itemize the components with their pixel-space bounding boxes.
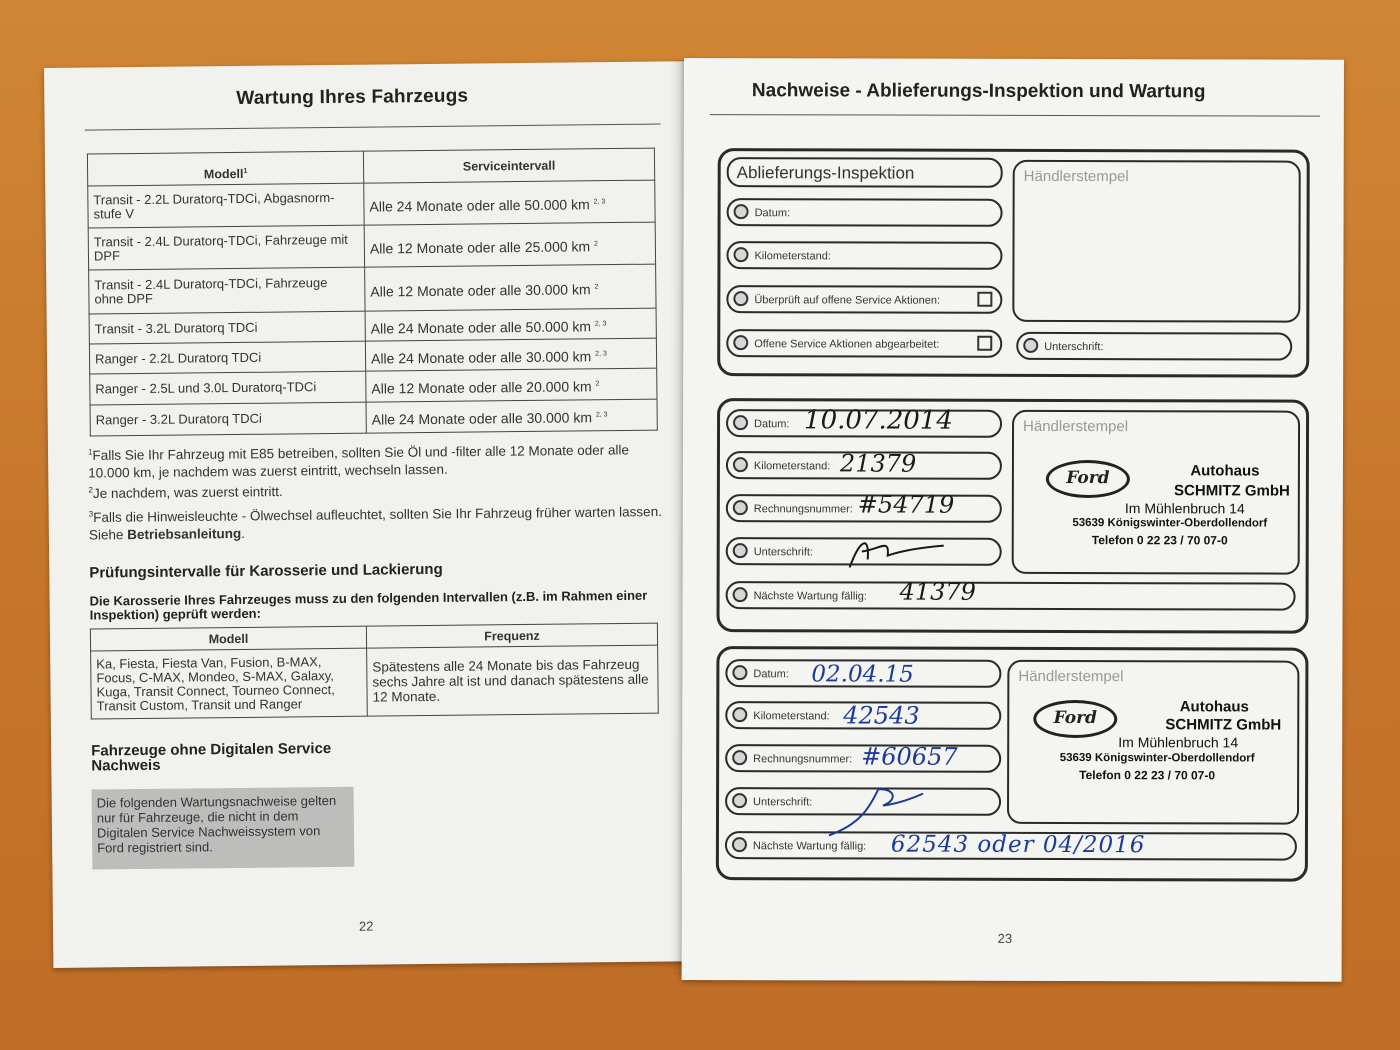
model-cell: Transit - 3.2L Duratorq TDCi: [89, 311, 365, 344]
stamp-line-city: 53639 Königswinter-Oberdollendorf: [1059, 751, 1255, 765]
b1-date-field[interactable]: Datum:: [727, 198, 1003, 227]
b3-next-service-field[interactable]: Nächste Wartung fällig:: [725, 831, 1297, 860]
ford-logo-stamp: Ford: [1046, 460, 1130, 498]
footnote-2: $^2$Je nachdem, was zuerst eintritt.: [88, 484, 283, 502]
title-rule-right: [710, 114, 1320, 117]
b2-dealer-stamp-area: Händlerstempel: [1012, 410, 1300, 575]
b3-signature-scribble: [819, 779, 929, 839]
table-row: [88, 222, 655, 270]
stamp-line-city: 53639 Königswinter-Oberdollendorf: [1072, 517, 1268, 530]
b3-signature-field[interactable]: Unterschrift:: [725, 787, 1001, 816]
checkbox-icon[interactable]: [977, 336, 992, 351]
radio-icon: [734, 204, 749, 219]
radio-icon: [1023, 338, 1038, 353]
left-page: [44, 61, 693, 968]
delivery-inspection-block: [717, 148, 1310, 378]
section-no-digital-title: Fahrzeuge ohne Digitalen Service Nachweis: [91, 740, 332, 775]
b2-date-handwritten: 10.07.2014: [804, 405, 953, 436]
radio-icon: [733, 457, 748, 472]
interval-cell: Alle 24 Monate oder alle 30.000 km $^{2, 3}$: [365, 338, 656, 371]
b3-date-field[interactable]: Datum:: [725, 659, 1001, 688]
table2-header-model: Modell: [90, 626, 366, 651]
b1-mileage-field[interactable]: Kilometerstand:: [726, 241, 1002, 270]
model-cell: Transit - 2.4L Duratorq-TDCi, Fahrzeuge ohne DPF: [89, 267, 365, 314]
right-page: [682, 58, 1344, 982]
b3-invoice-field[interactable]: Rechnungsnummer:: [725, 744, 1001, 773]
model-cell: Ranger - 2.2L Duratorq TDCi: [89, 341, 365, 374]
b1-signature-field[interactable]: Unterschrift:: [1016, 332, 1292, 361]
page-number-right: 23: [997, 930, 1013, 946]
b2-next-service-field[interactable]: Nächste Wartung fällig:: [726, 581, 1296, 610]
stamp-line-autohaus: Autohaus: [1190, 462, 1260, 480]
radio-icon: [733, 543, 748, 558]
interval-cell: Alle 12 Monate oder alle 20.000 km $^2$: [366, 368, 657, 402]
b2-invoice-handwritten: #54719: [857, 490, 955, 519]
b2-invoice-field[interactable]: Rechnungsnummer:: [726, 494, 1002, 523]
table-row: [89, 264, 656, 314]
b3-dealer-stamp-area: Händlerstempel: [1007, 660, 1299, 825]
b1-open-actions-checked-field[interactable]: Überprüft auf offene Service Aktionen:: [726, 285, 1002, 314]
checkbox-icon[interactable]: [977, 292, 992, 307]
radio-icon: [733, 291, 748, 306]
b2-date-field[interactable]: Datum:: [726, 409, 1002, 438]
interval-cell: Alle 24 Monate oder alle 30.000 km $^{2, 3}$: [366, 399, 657, 433]
ford-logo-stamp: Ford: [1033, 700, 1117, 738]
radio-icon: [732, 707, 747, 722]
stamp-line-company: SCHMITZ GmbH: [1174, 482, 1290, 500]
table-row: [90, 399, 657, 436]
info-grey-box: Die folgenden Wartungsnachweise gelten nur für Fahrzeuge, die nicht in dem Digitalen Service Nachweissystem von Ford registriert sind.: [92, 787, 355, 870]
radio-icon: [732, 793, 747, 808]
footnote-1: $^1$Falls Sie Ihr Fahrzeug mit E85 betreiben, sollten Sie Öl und -filter alle 12 Monate oder alle 10.000 km, je nachdem was zuerst eintritt, wechseln lassen.: [87, 442, 630, 481]
stamp-line-street: Im Mühlenbruch 14: [1124, 500, 1245, 517]
table-header-model: Modell$^1$: [87, 151, 363, 186]
left-page-title: Wartung Ihres Fahrzeugs: [236, 85, 469, 109]
radio-icon: [732, 750, 747, 765]
table2-frequency-cell: Spätestens alle 24 Monate bis das Fahrzeug sechs Jahre alt ist und danach spätestens alle 12 Monate.: [367, 645, 659, 716]
section-body-paint-title: Prüfungsintervalle für Karosserie und Lackierung: [89, 560, 443, 582]
radio-icon: [733, 415, 748, 430]
body-paint-table: [90, 623, 659, 720]
radio-icon: [733, 247, 748, 262]
model-cell: Ranger - 3.2L Duratorq TDCi: [90, 402, 366, 436]
interval-cell: Alle 12 Monate oder alle 30.000 km $^2$: [365, 264, 656, 311]
footnote-3: $^3$Falls die Hinweisleuchte - Ölwechsel aufleuchtet, sollten Sie Ihr Fahrzeug früher warten lassen. Siehe Betriebsanleitung.: [88, 504, 662, 543]
b3-mileage-field[interactable]: Kilometerstand:: [725, 701, 1001, 730]
table2-model-cell: Ka, Fiesta, Fiesta Van, Fusion, B-MAX, Focus, C-MAX, Mondeo, S-MAX, Galaxy, Kuga, Transit Connect, Tourneo Connect, Transit Custom, Transit und Ranger: [91, 648, 368, 719]
table2-header-frequency: Frequenz: [366, 623, 657, 648]
stamp-line-autohaus: Autohaus: [1179, 698, 1249, 716]
radio-icon: [733, 335, 748, 350]
b3-mileage-handwritten: 42543: [843, 701, 920, 730]
b2-mileage-field[interactable]: Kilometerstand:: [726, 451, 1002, 480]
b3-next-service-handwritten: 62543 oder 04/2016: [890, 831, 1146, 859]
table-header-interval: Serviceintervall: [363, 148, 654, 183]
stamp-line-phone: Telefon 0 22 23 / 70 07-0: [1079, 768, 1216, 783]
interval-cell: Alle 24 Monate oder alle 50.000 km $^{2, 3}$: [365, 308, 656, 341]
b3-date-handwritten: 02.04.15: [811, 661, 914, 688]
b1-dealer-stamp-area: Händlerstempel: [1012, 160, 1300, 323]
radio-icon: [732, 837, 747, 852]
service-interval-table: [87, 148, 658, 437]
radio-icon: [732, 665, 747, 680]
b1-open-actions-done-field[interactable]: Offene Service Aktionen abgearbeitet:: [726, 329, 1002, 358]
b2-mileage-handwritten: 21379: [839, 449, 917, 478]
right-page-title: Nachweise - Ablieferungs-Inspektion und Wartung: [751, 80, 1206, 103]
model-cell: Ranger - 2.5L und 3.0L Duratorq-TDCi: [90, 371, 366, 405]
b3-invoice-handwritten: #60657: [861, 742, 958, 771]
interval-cell: Alle 24 Monate oder alle 50.000 km $^{2, 3}$: [364, 180, 655, 225]
b2-next-service-handwritten: 41379: [899, 577, 976, 606]
stamp-line-phone: Telefon 0 22 23 / 70 07-0: [1091, 533, 1228, 548]
title-rule: [85, 124, 661, 131]
page-number-left: 22: [358, 918, 374, 934]
delivery-inspection-heading: Ablieferungs-Inspektion: [727, 157, 1003, 188]
stamp-line-company: SCHMITZ GmbH: [1165, 716, 1282, 734]
radio-icon: [733, 587, 748, 602]
model-cell: Transit - 2.2L Duratorq-TDCi, Abgasnorm-stufe V: [88, 183, 364, 228]
radio-icon: [733, 500, 748, 515]
service-block-2: [716, 646, 1309, 882]
service-block-1: [716, 398, 1309, 634]
stamp-line-street: Im Mühlenbruch 14: [1118, 734, 1239, 751]
interval-cell: Alle 12 Monate oder alle 25.000 km $^2$: [364, 222, 655, 267]
table-row: [88, 180, 655, 228]
model-cell: Transit - 2.4L Duratorq-TDCi, Fahrzeuge mit DPF: [88, 225, 364, 270]
b2-signature-scribble: [840, 529, 950, 573]
b2-signature-field[interactable]: Unterschrift:: [726, 537, 1002, 566]
section-body-paint-text: Die Karosserie Ihres Fahrzeuges muss zu den folgenden Intervallen (z.B. im Rahmen einer Inspektion) geprüft werden:: [89, 587, 648, 623]
